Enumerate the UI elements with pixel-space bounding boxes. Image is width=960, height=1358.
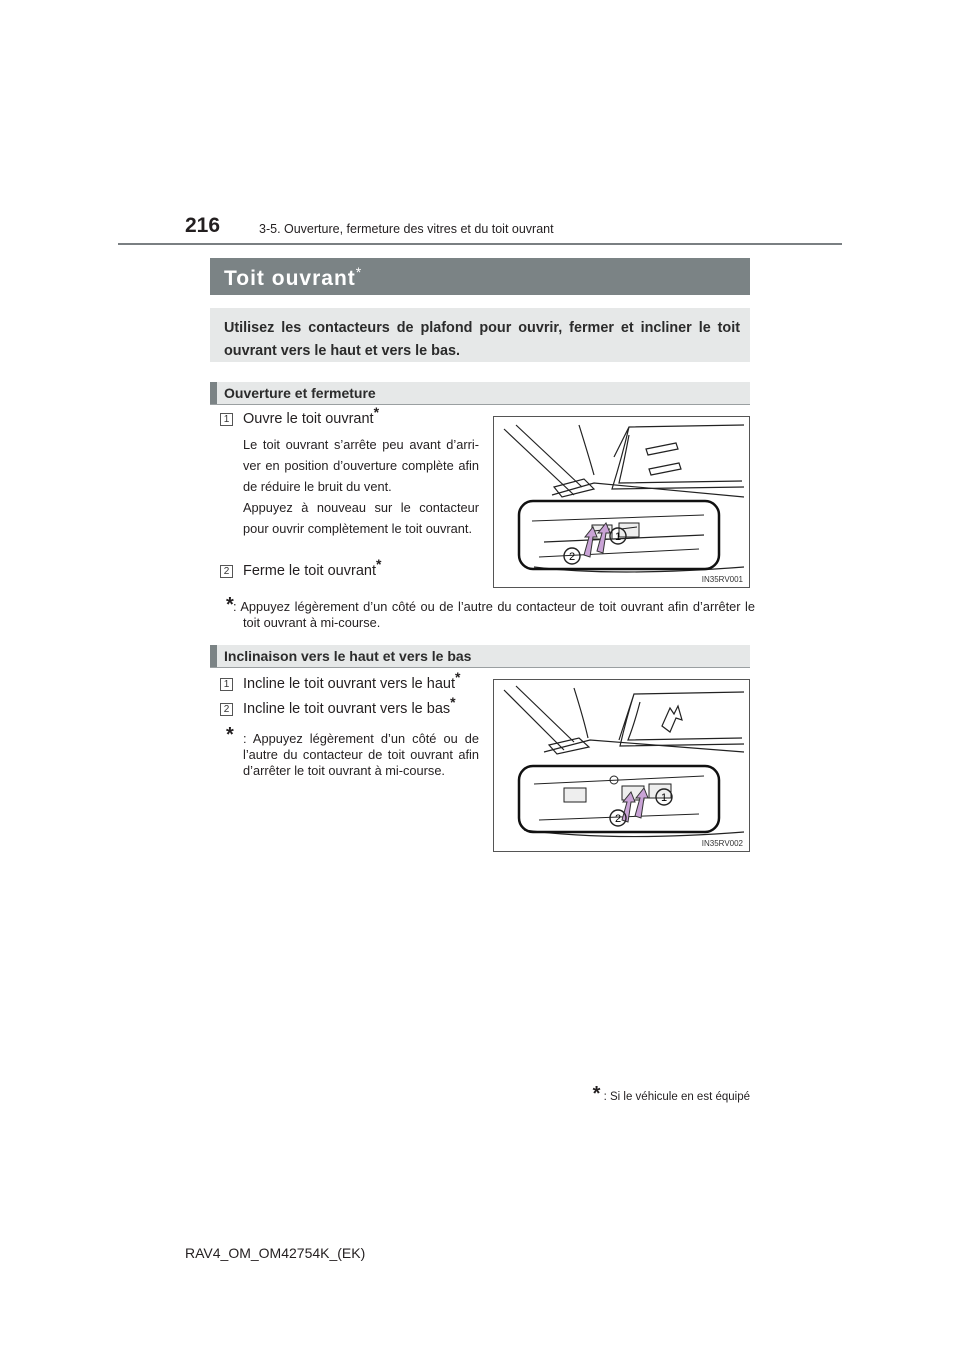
footnote-asterisk: *	[592, 1083, 601, 1105]
callout-2: 2	[568, 551, 576, 563]
item-title-text: Ouvre le toit ouvrant	[243, 411, 374, 427]
footnote-text: : Si le véhicule en est équipé	[603, 1091, 750, 1103]
item-title	[243, 556, 382, 579]
item-asterisk: *	[454, 669, 461, 686]
callout-2: 2	[614, 813, 622, 825]
item-title	[243, 404, 380, 427]
step-number-icon: 2	[220, 703, 233, 716]
document-reference: RAV4_OM_OM42754K_(EK)	[185, 1245, 366, 1261]
item-asterisk: *	[375, 556, 382, 573]
step-number-icon: 2	[220, 565, 233, 578]
item-title	[243, 669, 461, 692]
header-rule	[118, 243, 842, 245]
figure-code: IN35RV001	[701, 575, 743, 584]
item-title	[243, 694, 456, 717]
item-title-text: Ferme le toit ouvrant	[243, 563, 376, 579]
note-asterisk: *	[226, 594, 234, 616]
title-asterisk: *	[355, 264, 363, 280]
section-heading-text: Ouverture et fermeture	[224, 385, 376, 401]
item-asterisk: *	[450, 694, 456, 711]
heading-tab	[210, 645, 217, 667]
page-number: 216	[185, 214, 221, 237]
callout-1: 1	[660, 792, 668, 804]
intro-box	[210, 308, 750, 362]
page-title	[224, 264, 362, 291]
figure-sunroof-tilt	[493, 679, 750, 852]
sunroof-tilt-illustration	[494, 680, 749, 851]
section-heading-text: Inclinaison vers le haut et vers le bas	[224, 648, 472, 664]
callout-1: 1	[614, 531, 622, 543]
title-bar	[210, 258, 750, 295]
figure-sunroof-open-close	[493, 416, 750, 588]
step-number-icon: 1	[220, 678, 233, 691]
item-asterisk: *	[373, 404, 380, 421]
item-description: Appuyez à nouveau sur le contacteur pour ouvrir complètement le toit ouvrant.	[243, 500, 479, 536]
item-title-text: Incline le toit ouvrant vers le bas	[243, 701, 451, 717]
section-heading-opening	[210, 382, 750, 405]
note-text: : Appuyez légèrement d’un côté ou de l’autre du contacteur de toit ouvrant afin d’arrêter le toit ouvrant à mi-course.	[233, 599, 755, 630]
sunroof-switch-illustration	[494, 417, 749, 587]
note-text: : Appuyez légèrement d’un côté ou de l’autre du contacteur de toit ouvrant afin d’arrêter le toit ouvrant à mi-course.	[243, 731, 479, 778]
figure-code: IN35RV002	[701, 839, 743, 848]
item-title-text: Incline le toit ouvrant vers le haut	[243, 676, 455, 692]
section-path: 3-5. Ouverture, fermeture des vitres et du toit ouvrant	[259, 222, 554, 236]
page-title-text: Toit ouvrant	[224, 267, 356, 290]
section-heading-tilt	[210, 645, 750, 668]
heading-tab	[210, 382, 217, 404]
item-description: Le toit ouvrant s’arrête peu avant d’arri-ver en position d’ouverture complète afin de réduire le bruit du vent.	[243, 437, 479, 494]
note-asterisk: *	[226, 724, 234, 746]
step-number-icon: 1	[220, 413, 233, 426]
footnote	[592, 1083, 750, 1105]
intro-text: Utilisez les contacteurs de plafond pour ouvrir, fermer et incliner le toit ouvrant vers le haut et vers le bas.	[224, 320, 740, 359]
